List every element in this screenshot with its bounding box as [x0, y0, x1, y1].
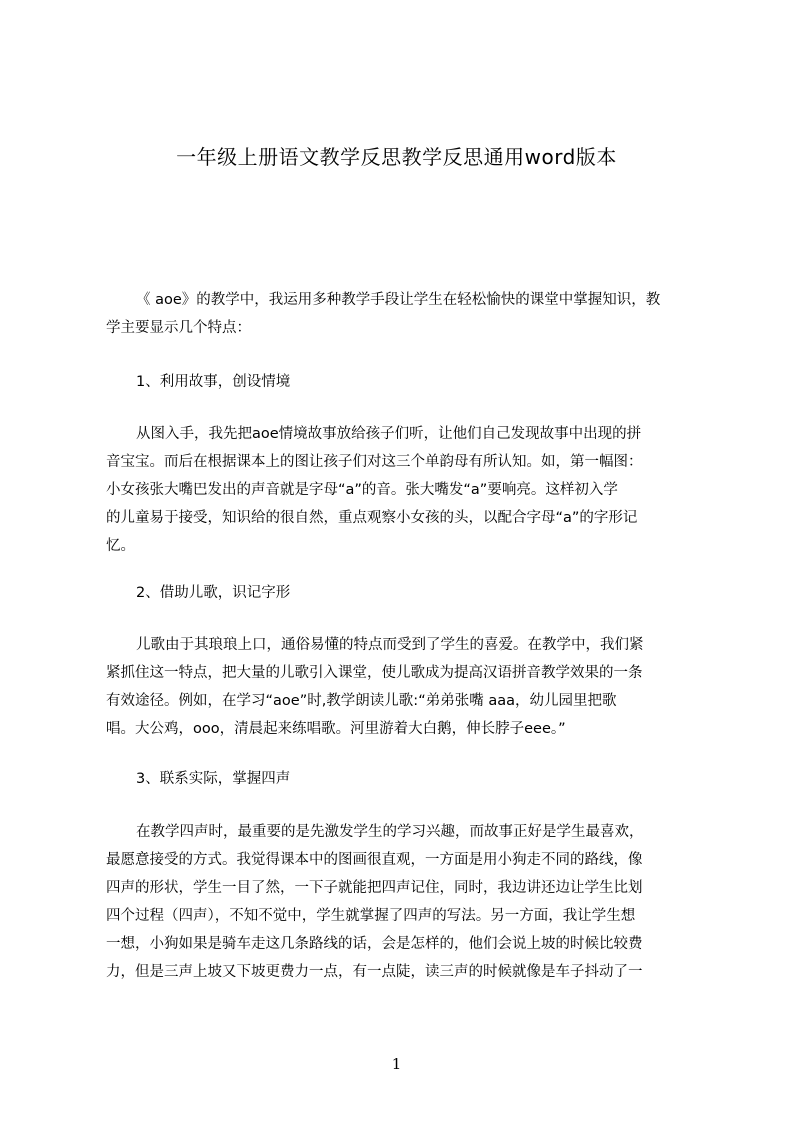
paragraph-line: 音宝宝。而后在根据课本上的图让孩子们对这三个单韵母有所认知。如，第一幅图： — [106, 454, 643, 470]
paragraph-line: 的儿童易于接受，知识给的很自然，重点观察小女孩的头，以配合字母“a”的字形记 — [106, 510, 638, 526]
paragraph-line: 《 aoe》的教学中，我运用多种教学手段让学生在轻松愉快的课堂中掌握知识，教 — [136, 292, 661, 308]
paragraph-line: 儿歌由于其琅琅上口，通俗易懂的特点而受到了学生的喜爱。在教学中，我们紧 — [136, 637, 644, 653]
section-paragraph-3 — [106, 818, 711, 986]
section-paragraph-1 — [106, 420, 711, 560]
paragraph-line: 四声的形状，学生一目了然，一下子就能把四声记住，同时，我边讲还边让学生比划 — [106, 880, 643, 896]
intro-paragraph — [106, 286, 711, 342]
paragraph-line: 力，但是三声上坡又下坡更费力一点，有一点陡，读三声的时候就像是车子抖动了一 — [106, 964, 643, 980]
paragraph-line: 有效途径。例如，在学习“aoe”时,教学朗读儿歌:“弟弟张嘴 aaa，幼儿园里把歌 — [106, 693, 617, 709]
paragraph-line: 一想，小狗如果是骑车走这几条路线的话，会是怎样的，他们会说上坡的时候比较费 — [106, 936, 643, 952]
section-heading-1: 1、利用故事，创设情境 — [136, 374, 291, 390]
section-paragraph-2 — [106, 631, 711, 743]
document-title: 一年级上册语文教学反思教学反思通用word版本 — [176, 145, 617, 169]
paragraph-line: 四个过程（四声），不知不觉中，学生就掌握了四声的写法。另一方面，我让学生想 — [106, 908, 636, 924]
paragraph-line: 在教学四声时，最重要的是先激发学生的学习兴趣，而故事正好是学生最喜欢， — [136, 824, 644, 840]
paragraph-line: 忆。 — [106, 538, 135, 554]
paragraph-line: 从图入手，我先把aoe情境故事放给孩子们听，让他们自己发现故事中出现的拼 — [136, 426, 642, 442]
section-heading-2: 2、借助儿歌，识记字形 — [136, 585, 291, 601]
paragraph-line: 唱。大公鸡，ooo，清晨起来练唱歌。河里游着大白鹅，伸长脖子eee。” — [106, 721, 566, 737]
paragraph-line: 最愿意接受的方式。我觉得课本中的图画很直观，一方面是用小狗走不同的路线，像 — [106, 852, 643, 868]
paragraph-line: 学主要显示几个特点： — [106, 320, 251, 336]
paragraph-line: 紧抓住这一特点，把大量的儿歌引入课堂，使儿歌成为提高汉语拼音教学效果的一条 — [106, 665, 643, 681]
paragraph-line: 小女孩张大嘴巴发出的声音就是字母“a”的音。张大嘴发“a”要响亮。这样初入学 — [106, 482, 618, 498]
section-heading-3: 3、联系实际，掌握四声 — [136, 771, 291, 787]
page-number: 1 — [391, 1055, 402, 1073]
